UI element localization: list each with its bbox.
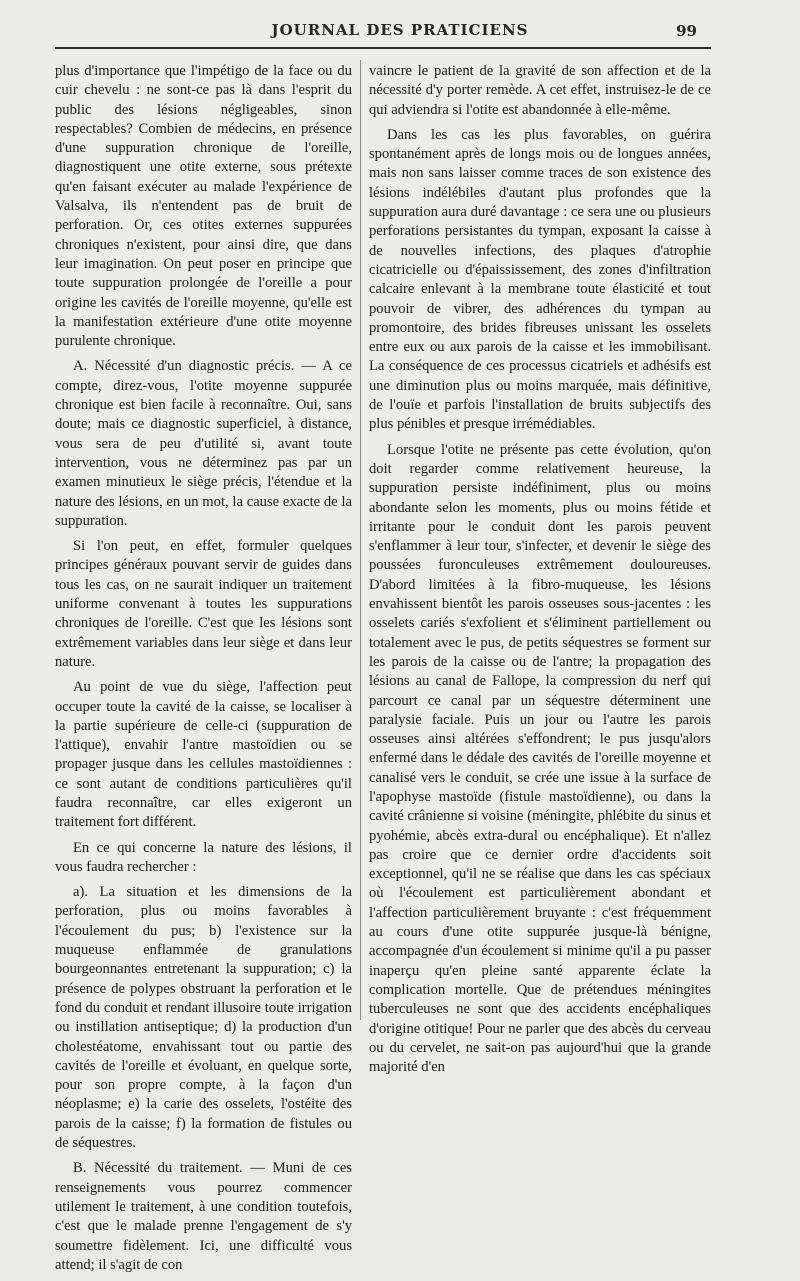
- page-number: 99: [676, 22, 697, 40]
- right-paragraph-2: Dans les cas les plus favorables, on guérira spontanément après de longs mois ou de longues années, mais non sans laisser comme traces de son existence des lésions indélébiles d'autant plus profondes que la suppuration aura duré davantage : ce sera une ou plusieurs perforations persistantes du tympan, exposant la caisse à de nouvelles infections, des plaques d'atrophie cicatricielle ou d'épaississement, des zones d'infiltration calcaire enlevant à la membrane toute élasticité et tout pouvoir de vibrer, des adhérences du tympan au promontoire, des brides fibreuses unissant les osselets entre eux ou aux parois de la caisse et les immobilisant. La conséquence de ces processus cicatriels et adhésifs est une diminution plus ou moins marquée, mais définitive, de l'ouïe et parfois l'installation de bruits subjectifs des plus pénibles et presque irrémédiables.: [369, 126, 711, 433]
- header-rule: [55, 47, 711, 49]
- left-column: [55, 62, 352, 1281]
- right-paragraph-1: vaincre le patient de la gravité de son affection et de la nécessité d'y porter remède. A cet effet, instruisez-le de ce qui adviendra si l'otite est abandonnée à elle-même.: [369, 63, 711, 118]
- left-paragraph-2: A. Nécessité d'un diagnostic précis. — A ce compte, direz-vous, l'otite moyenne suppurée chronique est bien facile à reconnaître. Oui, sans doute; mais ce diagnostic superficiel, à distance, vous sera de peu d'utilité si, avant toute intervention, vous ne déterminez pas par un examen minutieux le siège précis, l'étendue et la nature des lésions, en un mot, la cause exacte de la suppuration.: [55, 358, 352, 529]
- left-paragraph-7: B. Nécessité du traitement. — Muni de ces renseignements vous pourrez commencer utilement le traitement, à une condition toutefois, c'est que le malade prenne l'engagement de s'y soumettre fidèlement. Ici, une difficulté vous attend; il s'agit de con: [55, 1160, 352, 1273]
- column-divider: [360, 60, 361, 1020]
- left-paragraph-5: En ce qui concerne la nature des lésions, il vous faudra rechercher :: [55, 839, 352, 875]
- left-paragraph-1: plus d'importance que l'impétigo de la face ou du cuir chevelu : ne sont-ce pas là dans l'esprit du public des lésions négligeables, sinon respectables? Combien de médecins, en présence d'une suppuration chronique de l'oreille, diagnostiquent une otite externe, sous prétexte qu'en faisant exécuter au malade l'expérience de Valsalva, ils n'entendent pas de bruit de perforation. Or, ces otites externes suppurées chroniques n'existent, pour ainsi dire, que dans leur imagination. On peut poser en principe que toute suppuration prolongée de l'oreille a pour origine les cavités de l'oreille moyenne, qu'elle est la manifestation extérieure d'une otite moyenne purulente chronique.: [55, 63, 352, 350]
- page-header: [0, 18, 800, 48]
- right-column: [369, 62, 711, 1083]
- right-paragraph-3: Lorsque l'otite ne présente pas cette évolution, qu'on doit regarder comme relativement heureuse, la suppuration persiste indéfiniment, plus ou moins abondante selon les moments, plus ou moins fétide et irritante pour le conduit dont les parois peuvent s'enflammer à leur tour, s'infecter, et devenir le siège des poussées furonculeuses extrêmement douloureuses. D'abord limitées à la fibro-muqueuse, les lésions envahissent bientôt les parois osseuses sous-jacentes : les osselets cariés s'exfolient et s'éliminent partiellement ou totalement avec le pus, de petits séquestres se forment sur les parois de la caisse ou de l'antre; la propagation des lésions au canal de Fallope, la compression du nerf qui parcourt ce canal par un séquestre déterminent une paralysie faciale. Puis un jour ou l'autre les parois osseuses ainsi altérées s'effondrent; le pus jusqu'alors enfermé dans le dédale des cavités de l'oreille moyenne et canalisé vers le conduit, se crée une issue à la surface de l'apophyse mastoïde (fistule mastoïdienne), ou dans la cavité crânienne si voisine (méningite, phlébite du sinus et pyohémie, abcès extra-dural ou encéphalique). Et n'allez pas croire que ce dernier ordre d'accidents soit exceptionnel, qu'il ne se réalise que dans les cas spéciaux où l'écoulement est particulièrement abondant et l'affection particulièrement bruyante : c'est fréquemment au cours d'une otite suppurée jusque-là bénigne, accompagnée d'un écoulement si minime qu'il a pu passer inaperçu qu'en pleine santé apparente éclate la complication mortelle. Que de prétendues méningites tuberculeuses ne sont que des accidents encéphaliques d'origine otitique! Pour ne parler que des abcès du cerveau ou du cervelet, ne sait-on pas aujourd'hui que la grande majorité d'en: [369, 441, 711, 1076]
- running-title: JOURNAL DES PRATICIENS: [271, 21, 529, 39]
- left-paragraph-3: Si l'on peut, en effet, formuler quelques principes généraux pouvant servir de guides dans tous les cas, on ne saurait indiquer un traitement uniforme convenant à toutes les suppurations chroniques de l'oreille. C'est que les lésions sont extrêmement variables dans leur siège et dans leur nature.: [55, 538, 352, 670]
- left-paragraph-6: a). La situation et les dimensions de la perforation, plus ou moins favorables à l'écoulement du pus; b) l'existence sur la muqueuse enflammée de granulations bourgeonnantes entretenant la suppuration; c) la présence de polypes obstruant la perforation et le fond du conduit et rendant illusoire toute irrigation ou instillation antiseptique; d) la production d'un cholestéatome, envahissant tout ou partie des cavités de l'oreille et évoluant, en quelque sorte, pour son propre compte, à la façon d'un néoplasme; e) la carie des osselets, l'ostéite des parois de la caisse; f) la formation de fistules ou de séquestres.: [55, 884, 352, 1152]
- left-paragraph-4: Au point de vue du siège, l'affection peut occuper toute la cavité de la caisse, se localiser à la partie supérieure de celle-ci (suppuration de l'attique), envahir l'antre mastoïdien ou se propager jusque dans les cellules mastoïdiennes : ce sont autant de conditions particulières qu'il faudra reconnaître, car elles exigeront un traitement fort différent.: [55, 679, 352, 831]
